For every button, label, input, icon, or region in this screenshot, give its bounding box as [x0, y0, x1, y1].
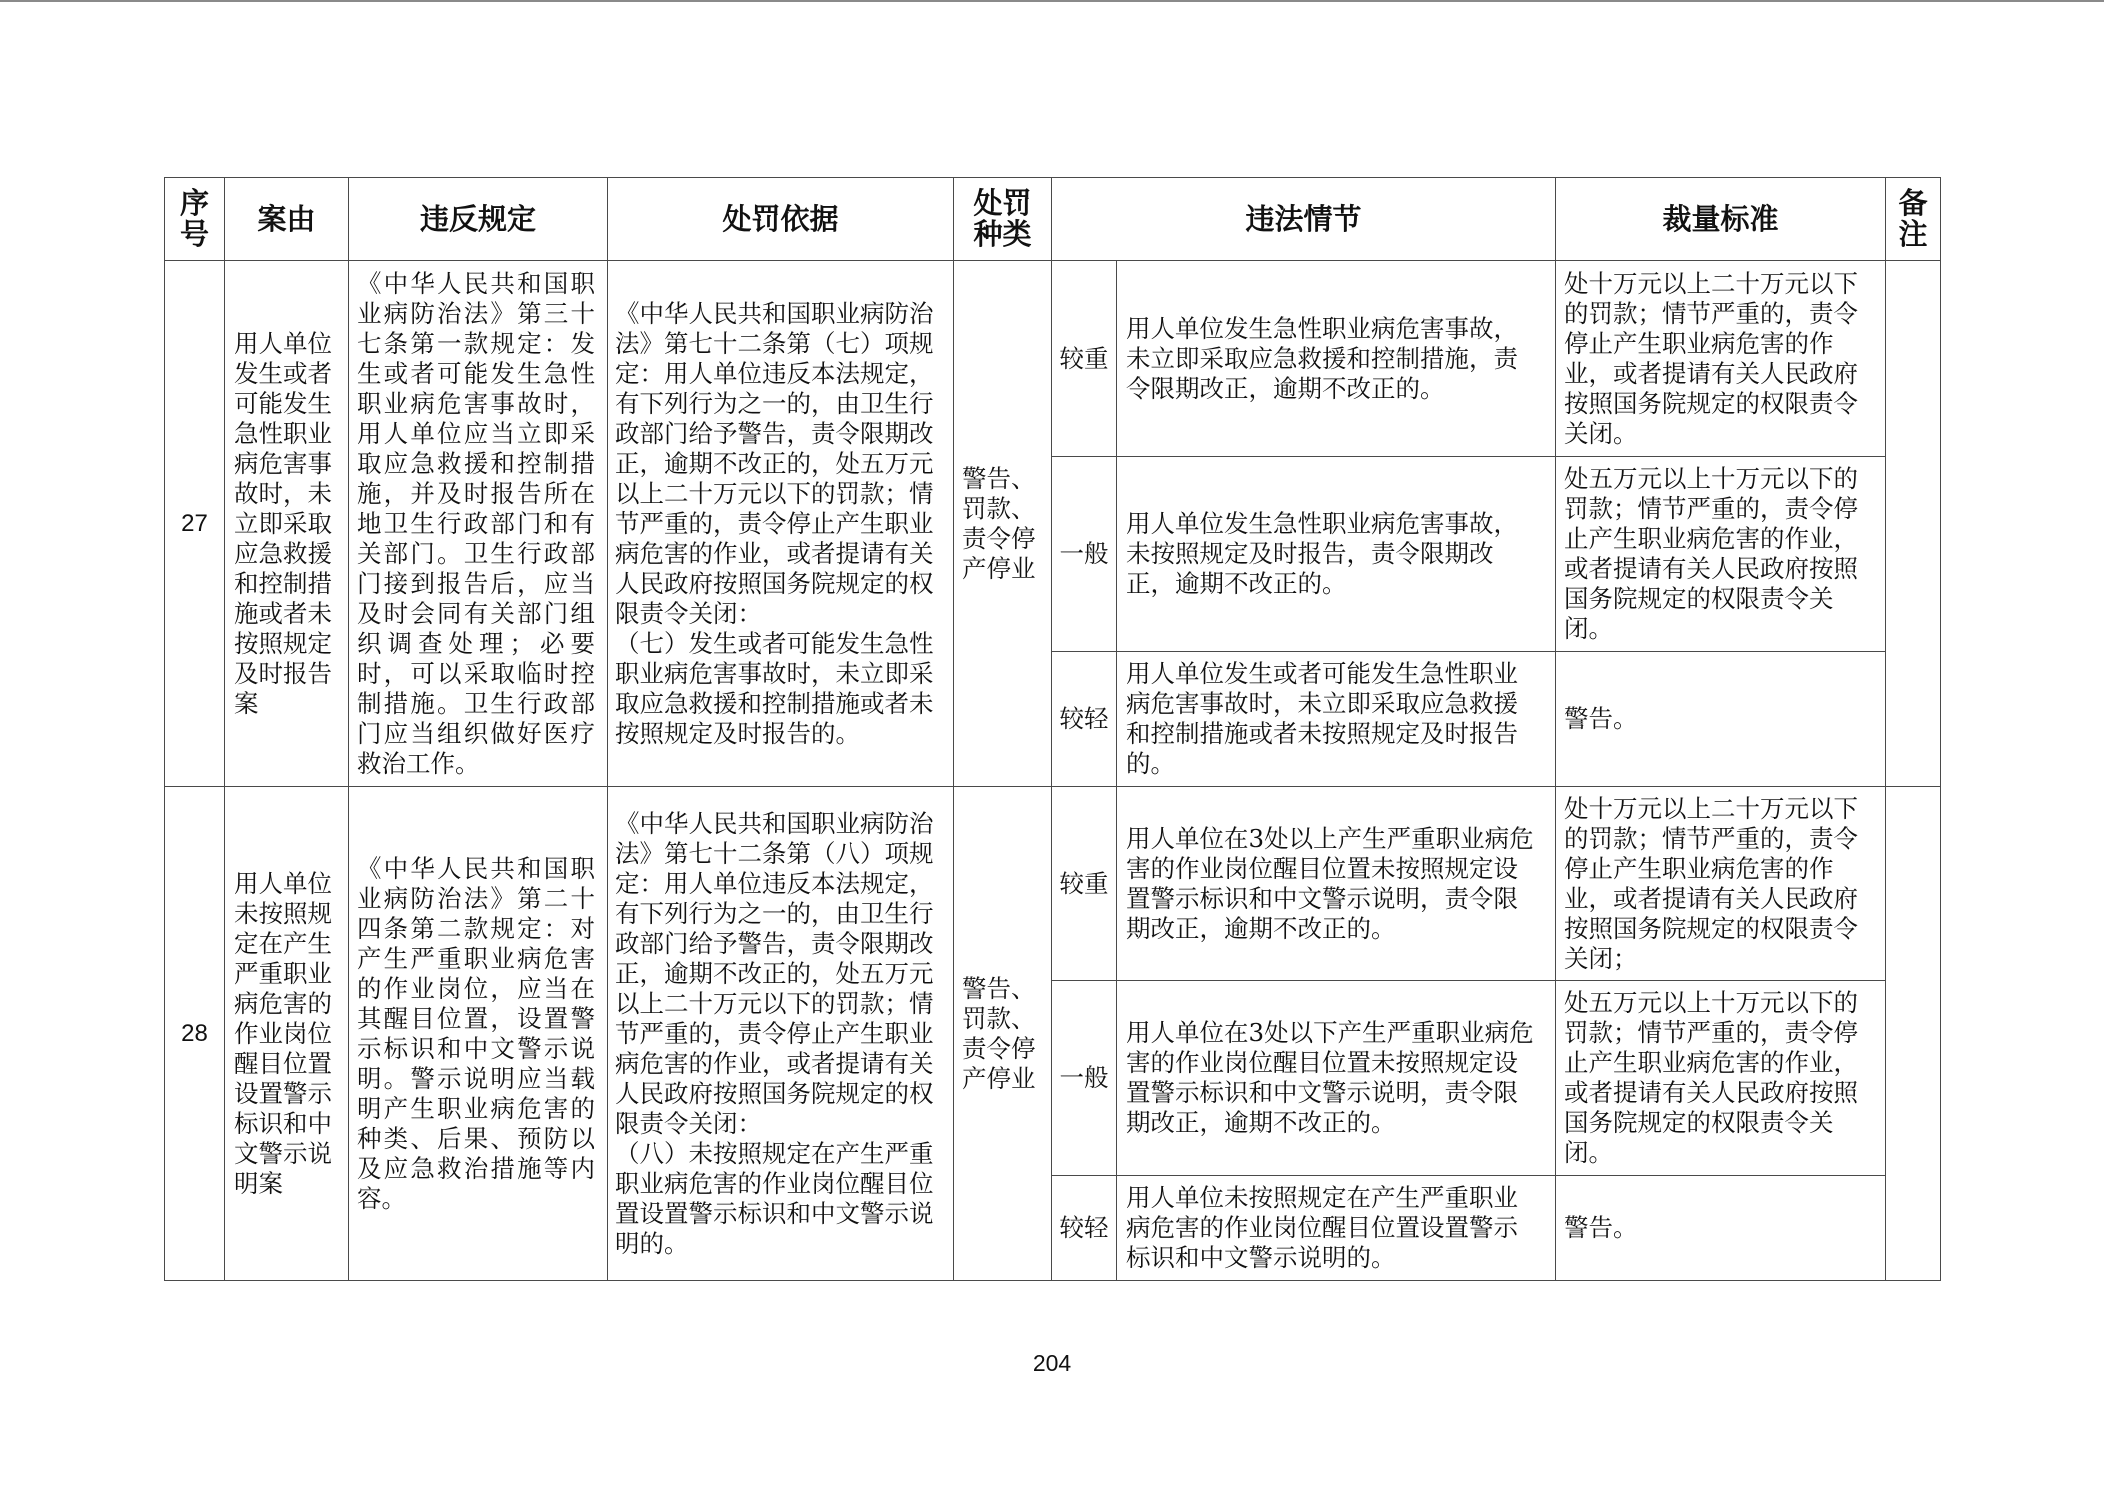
circumstance-level: 一般 — [1052, 457, 1117, 652]
penalty-basis — [608, 787, 954, 1281]
header-violation: 违反规定 — [349, 178, 608, 261]
penalty-basis — [608, 261, 954, 787]
header-basis: 处罚依据 — [608, 178, 954, 261]
case-number: 27 — [165, 261, 225, 787]
table-row — [165, 787, 1941, 981]
discretion-standard: 警告。 — [1556, 1176, 1886, 1281]
violated-provision: 《中华人民共和国职业病防治法》第三十七条第一款规定：发生或者可能发生急性职业病危害事故时，用人单位应当立即采取应急救援和控制措施，并及时报告所在地卫生行政部门和有关部门。卫生行政部门接到报告后，应当及时会同有关部门组织调查处理；必要时，可以采取临时控制措施。卫生行政部门应当组织做好医疗救治工作。 — [349, 261, 608, 787]
remark-cell — [1886, 787, 1941, 1281]
circumstance-description: 用人单位在3处以下产生严重职业病危害的作业岗位醒目位置未按照规定设置警示标识和中文警示说明，责令限期改正，逾期不改正的。 — [1117, 981, 1556, 1176]
circumstance-description: 用人单位未按照规定在产生严重职业病危害的作业岗位醒目位置设置警示标识和中文警示说明的。 — [1117, 1176, 1556, 1281]
header-remark: 备注 — [1886, 178, 1941, 261]
circumstance-level: 较轻 — [1052, 1176, 1117, 1281]
discretion-standard: 处十万元以上二十万元以下的罚款；情节严重的，责令停止产生职业病危害的作业，或者提请有关人民政府按照国务院规定的权限责令关闭。 — [1556, 261, 1886, 457]
penalty-discretion-table — [164, 177, 1941, 1281]
header-cause: 案由 — [225, 178, 349, 261]
table-header-row — [165, 178, 1941, 261]
header-index: 序号 — [165, 178, 225, 261]
violated-provision: 《中华人民共和国职业病防治法》第二十四条第二款规定：对产生严重职业病危害的作业岗位，应当在其醒目位置，设置警示标识和中文警示说明。警示说明应当载明产生职业病危害的种类、后果、预防以及应急救治措施等内容。 — [349, 787, 608, 1281]
circumstance-level: 较轻 — [1052, 652, 1117, 787]
penalty-basis-item: （八）未按照规定在产生严重职业病危害的作业岗位醒目位置设置警示标识和中文警示说明的。 — [615, 1138, 934, 1258]
header-circumstance: 违法情节 — [1052, 178, 1556, 261]
table-row — [165, 261, 1941, 457]
circumstance-description: 用人单位发生急性职业病危害事故，未按照规定及时报告，责令限期改正，逾期不改正的。 — [1117, 457, 1556, 652]
header-penalty-type: 处罚种类 — [954, 178, 1052, 261]
circumstance-level: 较重 — [1052, 787, 1117, 981]
case-cause: 用人单位未按照规定在产生严重职业病危害的作业岗位醒目位置设置警示标识和中文警示说明案 — [225, 787, 349, 1281]
penalty-basis-item: （七）发生或者可能发生急性职业病危害事故时，未立即采取应急救援和控制措施或者未按照规定及时报告的。 — [615, 628, 934, 748]
page-number: 204 — [1032, 1350, 1072, 1376]
case-number: 28 — [165, 787, 225, 1281]
circumstance-description: 用人单位在3处以上产生严重职业病危害的作业岗位醒目位置未按照规定设置警示标识和中文警示说明，责令限期改正，逾期不改正的。 — [1117, 787, 1556, 981]
penalty-basis-text: 《中华人民共和国职业病防治法》第七十二条第（七）项规定：用人单位违反本法规定，有下列行为之一的，由卫生行政部门给予警告，责令限期改正，逾期不改正的，处五万元以上二十万元以下的罚款；情节严重的，责令停止产生职业病危害的作业，或者提请有关人民政府按照国务院规定的权限责令关闭： — [615, 298, 934, 628]
penalty-type: 警告、罚款、责令停产停业 — [954, 261, 1052, 787]
circumstance-description: 用人单位发生急性职业病危害事故，未立即采取应急救援和控制措施，责令限期改正，逾期不改正的。 — [1117, 261, 1556, 457]
discretion-standard: 警告。 — [1556, 652, 1886, 787]
discretion-standard: 处十万元以上二十万元以下的罚款；情节严重的，责令停止产生职业病危害的作业，或者提请有关人民政府按照国务院规定的权限责令关闭； — [1556, 787, 1886, 981]
penalty-basis-text: 《中华人民共和国职业病防治法》第七十二条第（八）项规定：用人单位违反本法规定，有下列行为之一的，由卫生行政部门给予警告，责令限期改正，逾期不改正的，处五万元以上二十万元以下的罚款；情节严重的，责令停止产生职业病危害的作业，或者提请有关人民政府按照国务院规定的权限责令关闭： — [615, 808, 934, 1138]
header-standard: 裁量标准 — [1556, 178, 1886, 261]
circumstance-level: 较重 — [1052, 261, 1117, 457]
discretion-standard: 处五万元以上十万元以下的罚款；情节严重的，责令停止产生职业病危害的作业，或者提请有关人民政府按照国务院规定的权限责令关闭。 — [1556, 981, 1886, 1176]
circumstance-description: 用人单位发生或者可能发生急性职业病危害事故时，未立即采取应急救援和控制措施或者未按照规定及时报告的。 — [1117, 652, 1556, 787]
penalty-type: 警告、罚款、责令停产停业 — [954, 787, 1052, 1281]
case-cause: 用人单位发生或者可能发生急性职业病危害事故时，未立即采取应急救援和控制措施或者未按照规定及时报告案 — [225, 261, 349, 787]
discretion-standard: 处五万元以上十万元以下的罚款；情节严重的，责令停止产生职业病危害的作业，或者提请有关人民政府按照国务院规定的权限责令关闭。 — [1556, 457, 1886, 652]
circumstance-level: 一般 — [1052, 981, 1117, 1176]
page-top-border — [0, 0, 2104, 2]
remark-cell — [1886, 261, 1941, 787]
